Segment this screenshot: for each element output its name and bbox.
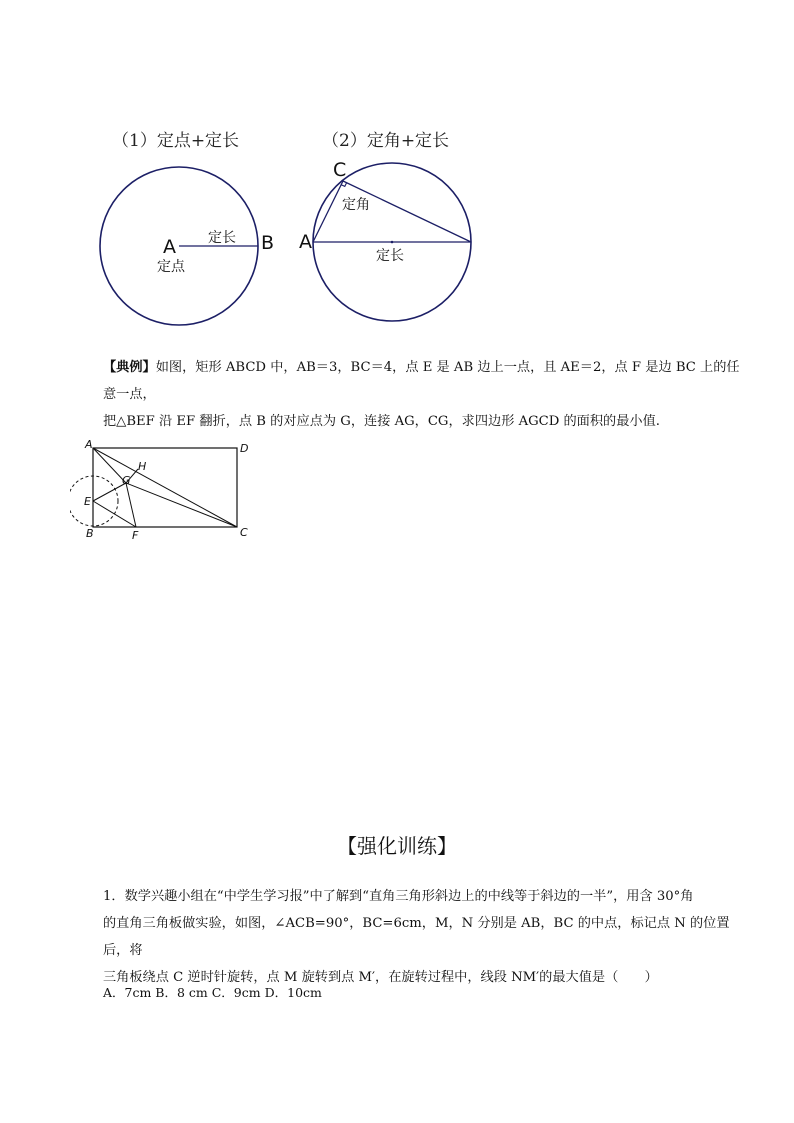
segment-gf (126, 483, 136, 527)
label-point-b: B (86, 527, 94, 540)
label-point-a: A (85, 438, 93, 451)
section-title: 【强化训练】 (337, 834, 457, 858)
label-point-c: C (240, 526, 248, 539)
diagonal-ac (93, 448, 237, 527)
question-1-line-1: 1．数学兴趣小组在“中学生学习报”中了解到“直角三角形斜边上的中线等于斜边的一半”，用含 30°角 (103, 889, 694, 904)
label-point-g: G (122, 474, 131, 487)
example-line-1 (103, 354, 743, 408)
label-fixed-angle: 定角 (342, 197, 370, 213)
figure2-circle-diagram (295, 155, 485, 330)
center-dot (391, 241, 394, 244)
label-fixed-point: 定点 (157, 259, 185, 275)
label-fixed-length: 定长 (208, 230, 236, 246)
figure1-circle-diagram (90, 155, 290, 335)
figure2-caption: （2）定角+定长 (322, 131, 450, 151)
label-point-a: A (163, 236, 176, 258)
figure1-caption: （1）定点+定长 (112, 131, 240, 151)
chord-ac (313, 181, 343, 242)
question-1-options: A．7cm B．8 cm C．9cm D．10cm (103, 985, 322, 1000)
label-fixed-length: 定长 (376, 248, 404, 264)
example-tag: 【典例】 (103, 360, 156, 375)
figure3-rectangle-diagram (70, 432, 260, 547)
label-point-e: E (84, 495, 91, 508)
segment-gc (126, 483, 237, 527)
label-point-h: H (138, 460, 147, 473)
label-point-f: F (132, 529, 139, 542)
question-1-line-3: 三角板绕点 C 逆时针旋转，点 M 旋转到点 M′，在旋转过程中，线段 NM′的最大值是（ ） (103, 970, 658, 985)
question-1 (103, 883, 743, 991)
label-point-c: C (333, 159, 347, 181)
question-1-line-2: 的直角三角板做实验，如图，∠ACB=90°，BC=6cm，M，N 分别是 AB，BC 的中点，标记点 N 的位置后，将 (103, 916, 730, 958)
example-text-1: 如图，矩形 ABCD 中，AB＝3，BC＝4，点 E 是 AB 边上一点，且 AE＝2，点 F 是边 BC 上的任意一点， (103, 360, 740, 402)
label-point-a: A (299, 231, 312, 253)
label-point-b: B (261, 232, 275, 254)
label-point-d: D (240, 442, 249, 455)
example-problem (103, 354, 743, 435)
segment-ef (93, 501, 136, 527)
example-line-2: 把△BEF 沿 EF 翻折，点 B 的对应点为 G，连接 AG，CG，求四边形 AGCD 的面积的最小值. (103, 414, 660, 429)
